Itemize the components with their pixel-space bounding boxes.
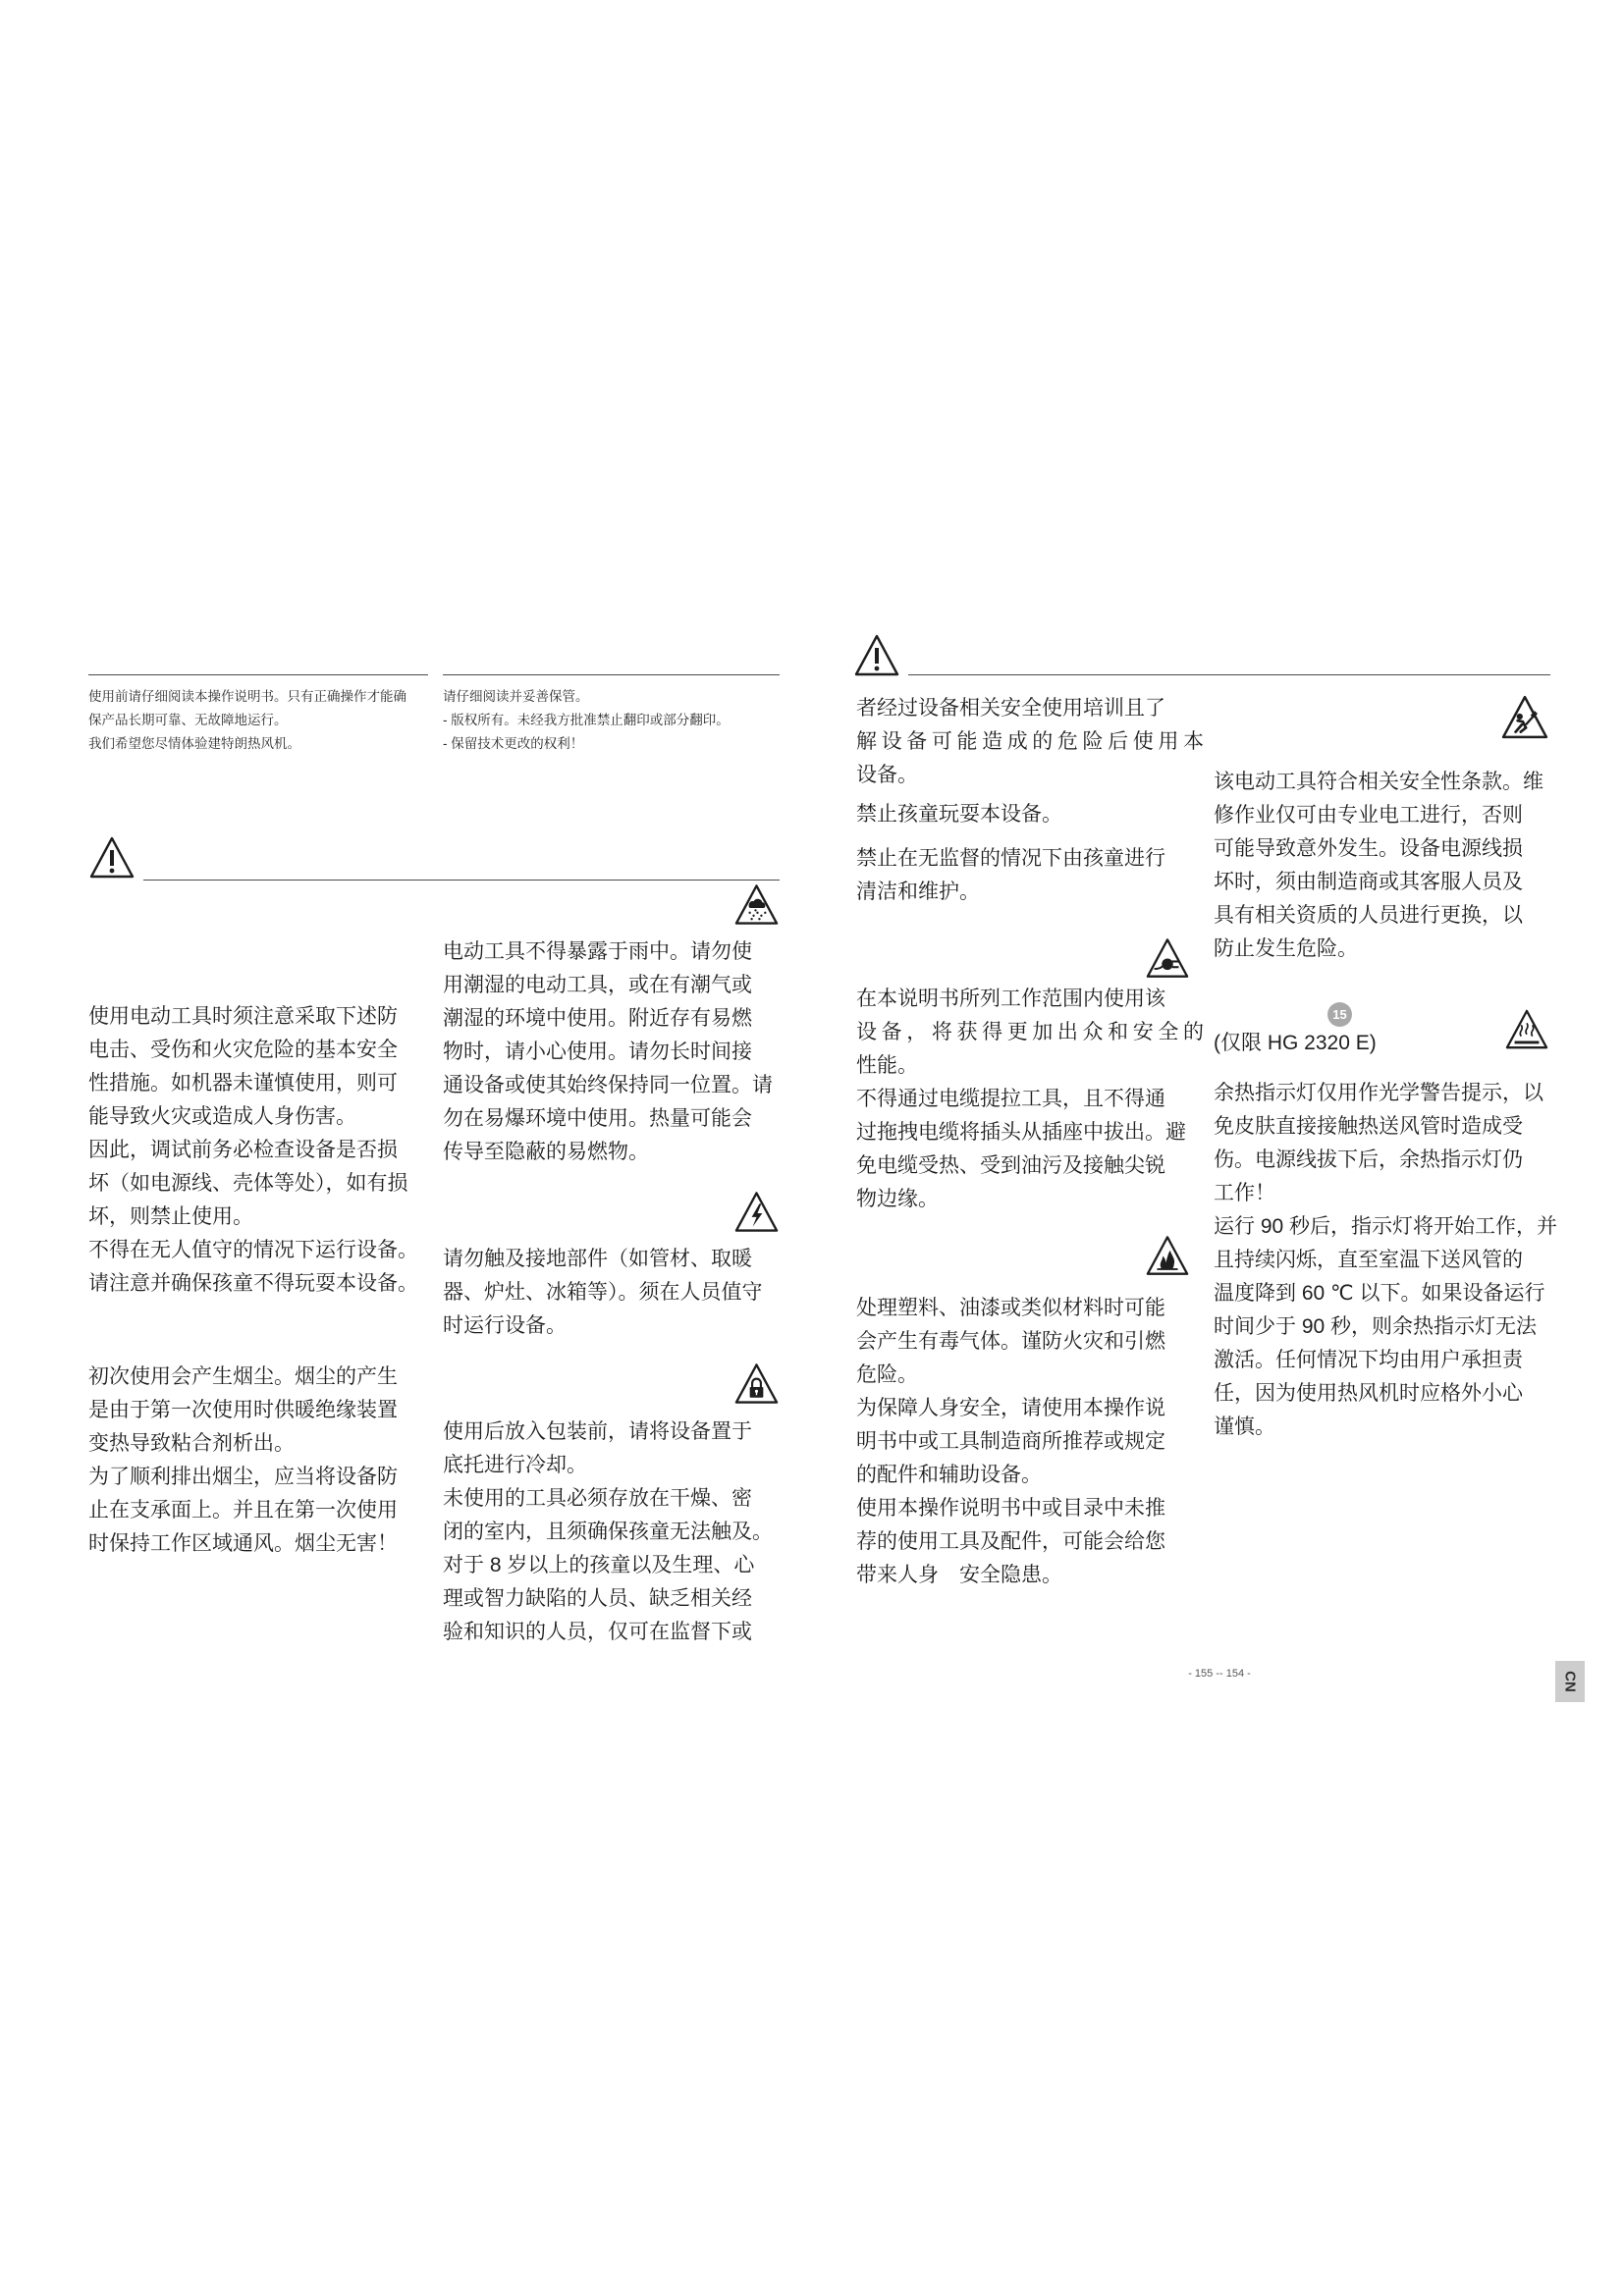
text-line: 传导至隐蔽的易燃物。 [443, 1141, 649, 1163]
text-line: 潮湿的环境中使用。附近存有易燃 [443, 1007, 752, 1030]
text-line: 使用电动工具时须注意采取下述防 [88, 1005, 398, 1028]
text-line: - 版权所有。未经我方批准禁止翻印或部分翻印。 [443, 713, 730, 727]
text-line: 谨慎。 [1214, 1415, 1275, 1438]
text-line: 时间少于 90 秒，则余热指示灯无法 [1214, 1315, 1538, 1338]
text-line: 危险。 [856, 1363, 918, 1386]
padlock-warning-icon [733, 1362, 780, 1407]
rain-moisture-paragraph [443, 935, 782, 1169]
text-line: - 保留技术更改的权利！ [443, 736, 584, 751]
no-child-cleaning-paragraph [856, 842, 1204, 909]
text-line: 解设备可能造成的危险后使用本 [856, 730, 1204, 753]
text-line: 禁止在无监督的情况下由孩童进行 [856, 847, 1165, 870]
text-line: 闭的室内，且须确保孩童无法触及。 [443, 1521, 773, 1543]
text-line: 性能。 [856, 1054, 918, 1077]
residual-heat-indicator-paragraph [1214, 1077, 1577, 1444]
text-line: 不得在无人值守的情况下运行设备。 [88, 1239, 418, 1261]
text-line: 者经过设备相关安全使用培训且了 [856, 697, 1165, 720]
text-line: 坏，则禁止使用。 [88, 1205, 253, 1228]
text-line: 可能导致意外发生。设备电源线损 [1214, 837, 1523, 860]
supervision-paragraph [856, 692, 1204, 792]
text-line: 对于 8 岁以上的孩童以及生理、心 [443, 1554, 755, 1576]
text-line: 性措施。如机器未谨慎使用，则可 [88, 1072, 398, 1095]
text-line: 激活。任何情况下均由用户承担责 [1214, 1349, 1523, 1371]
text-line: 时保持工作区域通风。烟尘无害！ [88, 1532, 398, 1555]
text-line: 免皮肤直接接触热送风管时造成受 [1214, 1115, 1523, 1138]
text-line: 能导致火灾或造成人身伤害。 [88, 1105, 356, 1128]
text-line: 我们希望您尽情体验建特朗热风机。 [88, 736, 300, 751]
text-line: 清洁和维护。 [856, 881, 980, 903]
grounded-parts-paragraph [443, 1243, 782, 1343]
text-line: 具有相关资质的人员进行更换，以 [1214, 904, 1523, 927]
rain-warning-icon [733, 882, 780, 928]
text-line: 电动工具不得暴露于雨中。请勿使 [443, 940, 752, 963]
intro-right-rule [443, 674, 780, 675]
text-line: 使用前请仔细阅读本操作说明书。只有正确操作才能确 [88, 689, 406, 704]
text-line: 防止发生危险。 [1214, 937, 1358, 960]
text-line: 温度降到 60 ℃ 以下。如果设备运行 [1214, 1282, 1545, 1305]
figure-reference-badge: 15 [1327, 1002, 1352, 1027]
text-line: 的配件和辅助设备。 [856, 1464, 1042, 1486]
model-restriction-note: (仅限 HG 2320 E) [1214, 1032, 1377, 1054]
text-line: 为了顺利排出烟尘，应当将设备防 [88, 1466, 398, 1488]
text-line: 器、炉灶、冰箱等）。须在人员值守 [443, 1281, 763, 1304]
text-line: 禁止孩童玩耍本设备。 [856, 803, 1062, 826]
intro-copyright-notice [443, 685, 730, 756]
text-line: 且持续闪烁，直至室温下送风管的 [1214, 1249, 1523, 1271]
language-tab [1555, 1661, 1585, 1702]
text-line: 免电缆受热、受到油污及接触尖锐 [856, 1154, 1165, 1177]
text-line: 理或智力缺陷的人员、缺乏相关经 [443, 1587, 752, 1610]
text-line: 勿在易爆环境中使用。热量可能会 [443, 1107, 752, 1130]
text-line: 请仔细阅读并妥善保管。 [443, 689, 589, 704]
text-line: 带来人身 安全隐患。 [856, 1564, 1062, 1586]
text-line: 变热导致粘合剂析出。 [88, 1432, 295, 1455]
text-line: 请勿触及接地部件（如管材、取暖 [443, 1248, 752, 1270]
text-line: 物边缘。 [856, 1188, 939, 1210]
text-line: 用潮湿的电动工具，或在有潮气或 [443, 974, 752, 996]
intro-left-rule [88, 674, 428, 675]
text-line: 通设备或使其始终保持同一位置。请 [443, 1074, 773, 1096]
page-numbers: - 155 -- 154 - [1188, 1668, 1251, 1680]
text-line: 初次使用会产生烟尘。烟尘的产生 [88, 1365, 398, 1388]
toxic-fumes-accessories-paragraph [856, 1292, 1204, 1592]
no-children-play-paragraph [856, 798, 1204, 831]
intro-reading-notice [88, 685, 406, 756]
text-line: 在本说明书所列工作范围内使用该 [856, 988, 1165, 1010]
text-line: 底托进行冷却。 [443, 1454, 587, 1476]
text-line: 荐的使用工具及配件，可能会给您 [856, 1530, 1165, 1553]
text-line: 任，因为使用热风机时应格外小心 [1214, 1382, 1523, 1405]
text-line: 未使用的工具必须存放在干燥、密 [443, 1487, 752, 1510]
text-line: 验和知识的人员，仅可在监督下或 [443, 1621, 752, 1643]
text-line: 明书中或工具制造商所推荐或规定 [856, 1430, 1165, 1453]
warning-triangle-icon [88, 835, 135, 881]
hot-surface-warning-icon [1503, 1008, 1550, 1051]
text-line: 过拖拽电缆将插头从插座中拔出。避 [856, 1121, 1186, 1144]
text-line: 是由于第一次使用时供暖绝缘装置 [88, 1399, 398, 1421]
electric-shock-warning-icon [733, 1190, 780, 1235]
plug-warning-icon [1145, 936, 1190, 981]
text-line: 因此，调试前务必检查设备是否损 [88, 1139, 398, 1161]
cable-handling-paragraph [856, 983, 1204, 1216]
text-line: 时运行设备。 [443, 1314, 567, 1337]
text-line: 使用本操作说明书中或目录中未推 [856, 1497, 1165, 1520]
first-use-smoke-paragraph [88, 1361, 432, 1561]
text-line: 设备，将获得更加出众和安全的 [856, 1021, 1204, 1043]
warning-triangle-icon [853, 633, 900, 678]
text-line: 止在支承面上。并且在第一次使用 [88, 1499, 398, 1522]
text-line: 坏时，须由制造商或其客服人员及 [1214, 871, 1523, 893]
section-rule [908, 674, 1550, 675]
text-line: 会产生有毒气体。谨防火灾和引燃 [856, 1330, 1165, 1353]
text-line: 电击、受伤和火灾危险的基本安全 [88, 1039, 398, 1061]
text-line: 运行 90 秒后，指示灯将开始工作，并 [1214, 1215, 1558, 1238]
text-line: 为保障人身安全，请使用本操作说 [856, 1397, 1165, 1419]
text-line: 不得通过电缆提拉工具，且不得通 [856, 1088, 1165, 1110]
language-tab-label: CN [1561, 1671, 1579, 1692]
text-line: 余热指示灯仅用作光学警告提示，以 [1214, 1082, 1543, 1104]
repair-by-electrician-paragraph [1214, 766, 1577, 966]
toxic-fumes-warning-icon [1145, 1234, 1190, 1278]
repair-warning-icon [1499, 694, 1550, 741]
text-line: 处理塑料、油漆或类似材料时可能 [856, 1297, 1165, 1319]
text-line: 请注意并确保孩童不得玩耍本设备。 [88, 1272, 418, 1295]
text-line: 物时，请小心使用。请勿长时间接 [443, 1041, 752, 1063]
storage-and-children-paragraph [443, 1415, 782, 1649]
text-line: 使用后放入包装前，请将设备置于 [443, 1420, 752, 1443]
text-line: 设备。 [856, 764, 918, 786]
text-line: 伤。电源线拔下后，余热指示灯仍 [1214, 1148, 1523, 1171]
text-line: 该电动工具符合相关安全性条款。维 [1214, 771, 1543, 793]
basic-safety-paragraph [88, 1000, 432, 1301]
text-line: 修作业仅可由专业电工进行，否则 [1214, 804, 1523, 827]
section-rule [143, 880, 780, 881]
text-line: 保产品长期可靠、无故障地运行。 [88, 713, 288, 727]
text-line: 工作！ [1214, 1182, 1275, 1204]
text-line: 坏（如电源线、壳体等处），如有损 [88, 1172, 408, 1195]
